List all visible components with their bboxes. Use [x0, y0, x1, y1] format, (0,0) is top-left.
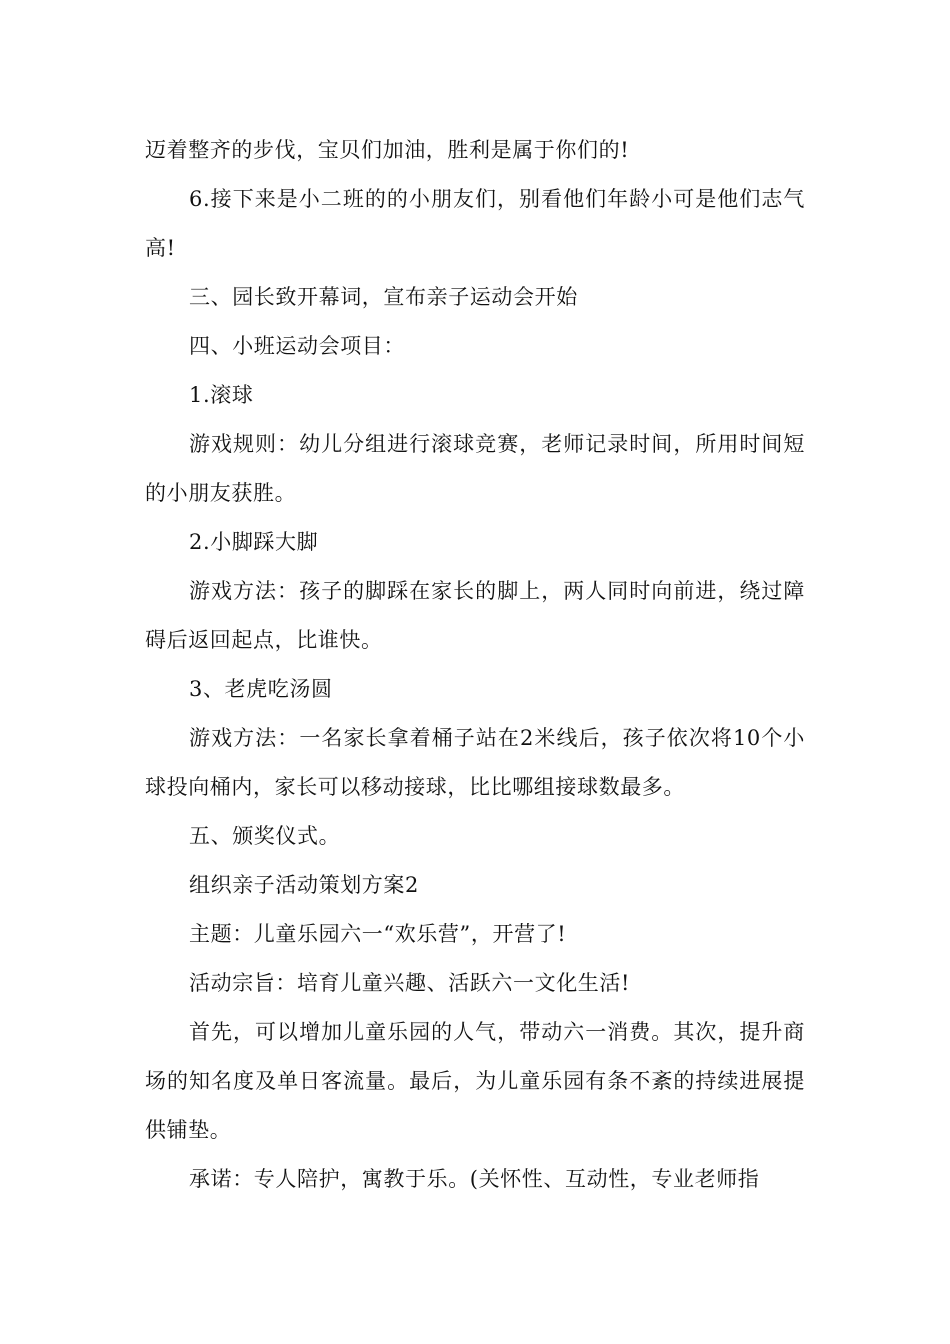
paragraph-3: 三、园长致开幕词，宣布亲子运动会开始 — [189, 285, 578, 309]
paragraph-4: 四、小班运动会项目： — [189, 334, 405, 358]
paragraph-1: 迈着整齐的步伐，宝贝们加油，胜利是属于你们的! — [145, 138, 630, 162]
paragraph-6: 游戏规则：幼儿分组进行滚球竞赛，老师记录时间，所用时间短的小朋友获胜。 — [145, 432, 805, 505]
paragraph-7: 2.小脚踩大脚 — [189, 530, 319, 554]
paragraph-8: 游戏方法：孩子的脚踩在家长的脚上，两人同时向前进，绕过障碍后返回起点，比谁快。 — [145, 579, 805, 652]
paragraph-15: 首先，可以增加儿童乐园的人气，带动六一消费。其次，提升商场的知名度及单日客流量。最后，为儿童乐园有条不紊的持续进展提供铺垫。 — [145, 1020, 805, 1142]
paragraph-16: 承诺：专人陪护，寓教于乐。(关怀性、互动性，专业老师指 — [189, 1167, 760, 1191]
paragraph-2: 6.接下来是小二班的的小朋友们，别看他们年龄小可是他们志气高! — [145, 187, 805, 260]
paragraph-12: 组织亲子活动策划方案2 — [189, 873, 419, 897]
paragraph-11: 五、颁奖仪式。 — [189, 824, 341, 848]
paragraph-5: 1.滚球 — [189, 383, 254, 407]
paragraph-13: 主题：儿童乐园六一“欢乐营”，开营了! — [189, 922, 567, 946]
paragraph-14: 活动宗旨：培育儿童兴趣、活跃六一文化生活! — [189, 971, 631, 995]
paragraph-9: 3、老虎吃汤圆 — [189, 677, 333, 701]
document-body — [145, 126, 805, 1204]
paragraph-10: 游戏方法：一名家长拿着桶子站在2米线后，孩子依次将10个小球投向桶内，家长可以移动接球，比比哪组接球数最多。 — [145, 726, 805, 799]
